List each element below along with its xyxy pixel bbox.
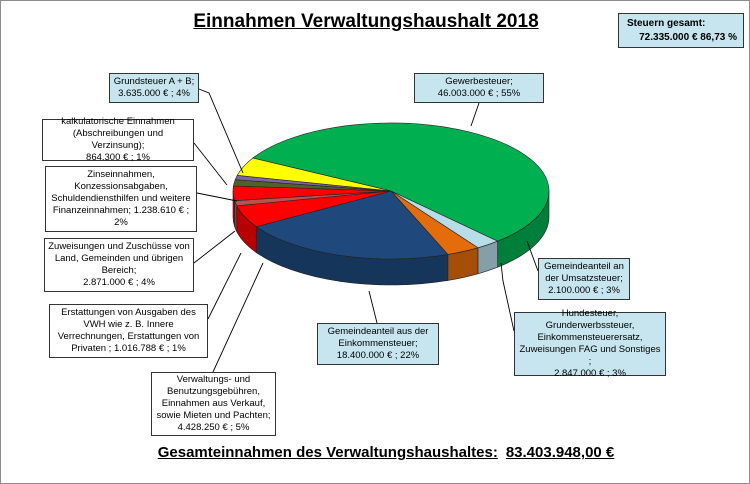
tax-summary-value: 72.335.000 € 86,73 % — [639, 32, 737, 43]
slice-label-line: Gewerbesteuer; — [445, 76, 513, 87]
slice-label-line: Privaten ; 1.016.788 € ; 1% — [71, 343, 186, 354]
leader-line-einkommen — [369, 291, 377, 323]
slice-label-line: Grundsteuer A + B; — [113, 76, 195, 87]
slice-label-line: kalkulatorische Einnahmen — [61, 116, 175, 127]
chart-title: Einnahmen Verwaltungshaushalt 2018 — [193, 11, 539, 32]
slice-label-umsatz — [538, 258, 630, 300]
slice-label-line: 864.300 € ; 1% — [86, 152, 150, 163]
slice-label-line: Gemeindeanteil aus der — [327, 326, 429, 337]
slice-label-line: Konzessionsabgaben, — [74, 181, 168, 192]
slice-label-line: 3.635.000 € ; 4% — [118, 88, 190, 99]
slice-label-line: Verrechnungen, Erstattungen von — [57, 331, 200, 342]
slice-label-line: 2.100.000 € ; 3% — [548, 285, 620, 296]
slice-label-line: Erstattungen von Ausgaben des — [61, 307, 196, 318]
leader-line-gewerbe — [471, 103, 479, 126]
slice-label-line: Gemeindeanteil an — [544, 261, 624, 272]
slice-label-line: Einkommensteuerersatz, — [537, 332, 643, 343]
total-revenue — [151, 444, 621, 461]
slice-label-zins — [45, 166, 197, 232]
slice-label-grundsteuer — [109, 73, 199, 103]
leader-line-grundsteuer — [199, 89, 243, 173]
pie-tops — [233, 123, 549, 259]
slice-label-line: 46.003.000 € ; 55% — [437, 88, 521, 99]
tax-summary-label: Steuern gesamt: — [627, 18, 706, 29]
slice-label-line: Finanzeinnahmen; 1.238.610 € ; — [52, 205, 190, 216]
slice-label-einkommen — [317, 323, 439, 365]
slice-label-line: 2.847.000 € ; 3% — [554, 368, 626, 379]
leader-line-erstattungen — [208, 253, 241, 319]
slice-label-line: Hundesteuer, — [561, 308, 619, 319]
slice-label-hunde — [514, 308, 666, 379]
slice-label-line: Benutzungsgebühren, — [167, 386, 260, 397]
slice-label-line: Zinseinnahmen, — [87, 169, 155, 180]
slice-label-line: Einnahmen aus Verkauf, — [161, 398, 266, 409]
slice-label-line: Einkommensteuer; — [338, 338, 418, 349]
slice-label-line: 4.428.250 € ; 5% — [177, 422, 250, 433]
slice-label-line: Schuldendiensthilfen und weitere — [51, 193, 191, 204]
slice-label-line: sowie Mieten und Pachten; — [156, 410, 271, 421]
total-revenue-value: 83.403.948,00 € — [505, 444, 615, 461]
slice-label-line: (Abschreibungen und Verzinsung); — [72, 128, 164, 151]
total-revenue-label: Gesamteinnahmen des Verwaltungshaushaltes: — [157, 444, 498, 461]
slice-label-line: Bereich; — [101, 265, 137, 276]
slice-label-line: Grunderwerbssteuer, — [545, 320, 635, 331]
leader-line-verwaltung — [213, 263, 263, 372]
slice-label-gewerbe — [414, 73, 544, 103]
leader-line-zuweisungen — [194, 231, 235, 263]
slice-label-line: Zuweisungen FAG und Sonstiges ; — [519, 344, 661, 367]
slice-label-erstattungen — [49, 304, 208, 358]
slice-label-line: der Umsatzsteuer; — [545, 273, 623, 284]
slice-label-line: Verwaltungs- und — [176, 374, 251, 385]
slice-label-verwaltung — [151, 372, 276, 436]
slice-label-line: VWH wie z. B. Innere — [83, 319, 174, 330]
slice-label-line: Zuweisungen und Zuschüsse von — [48, 241, 190, 252]
leader-line-kalk — [194, 143, 227, 185]
slice-label-line: Land, Gemeinden und übrigen — [54, 253, 184, 264]
slice-label-line: 2% — [114, 217, 128, 228]
slice-label-zuweisungen — [44, 238, 194, 292]
leader-line-hunde — [501, 263, 514, 331]
slice-label-line: 2.871.000 € ; 4% — [83, 277, 155, 288]
slice-label-kalk — [42, 116, 194, 163]
leader-line-zins — [197, 193, 237, 201]
slice-label-line: 18.400.000 € ; 22% — [336, 350, 420, 361]
